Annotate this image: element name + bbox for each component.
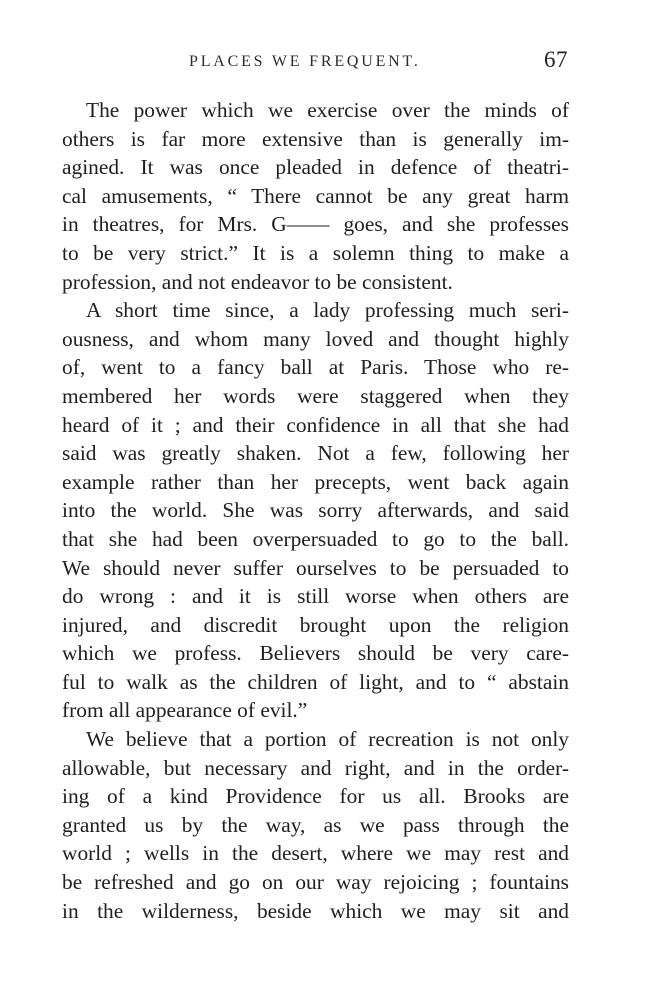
text-line: to be very strict.” It is a solemn thing to make a (62, 240, 569, 265)
text-line: in the wilderness, beside which we may sit and (62, 898, 569, 923)
running-title: PLACES WE FREQUENT. (189, 53, 421, 70)
text-line: example rather than her precepts, went back again (62, 469, 569, 494)
text-line: cal amusements, “ There cannot be any great harm (62, 183, 569, 208)
running-header (62, 47, 568, 77)
text-line: into the world. She was sorry afterwards, and said (62, 498, 569, 523)
text-line: membered her words were staggered when they (62, 383, 569, 408)
text-line: world ; wells in the desert, where we may rest and (62, 841, 569, 866)
text-line: injured, and discredit brought upon the religion (62, 612, 569, 637)
text-line: A short time since, a lady professing much seri- (86, 298, 569, 323)
text-line: others is far more extensive than is generally im- (62, 126, 569, 151)
text-line: ing of a kind Providence for us all. Brooks are (62, 784, 569, 809)
text-line: The power which we exercise over the minds of (86, 98, 569, 122)
text-line: ousness, and whom many loved and thought highly (62, 326, 569, 351)
body-text (62, 96, 569, 925)
text-line: profession, and not endeavor to be consistent. (62, 269, 453, 294)
text-line: heard of it ; and their confidence in all that she had (62, 412, 569, 437)
text-line: agined. It was once pleaded in defence of theatri- (62, 155, 569, 180)
text-line: We believe that a portion of recreation is not only (86, 727, 569, 752)
text-line: which we profess. Believers should be very care- (62, 641, 569, 666)
text-line: be refreshed and go on our way rejoicing ; fountains (62, 870, 569, 895)
text-line: do wrong : and it is still worse when others are (62, 584, 569, 609)
text-line: allowable, but necessary and right, and in the order- (62, 755, 569, 780)
text-line: granted us by the way, as we pass through the (62, 812, 569, 837)
text-line: We should never suffer ourselves to be persuaded to (62, 555, 569, 580)
text-line: ful to walk as the children of light, and to “ abstain (62, 669, 569, 694)
text-line: in theatres, for Mrs. G—— goes, and she professes (62, 212, 569, 237)
text-line: of, went to a fancy ball at Paris. Those who re- (62, 355, 569, 380)
text-line: said was greatly shaken. Not a few, following her (62, 441, 569, 466)
text-line: that she had been overpersuaded to go to the ball. (62, 526, 569, 551)
text-line: from all appearance of evil.” (62, 698, 308, 723)
page-number: 67 (544, 47, 568, 72)
